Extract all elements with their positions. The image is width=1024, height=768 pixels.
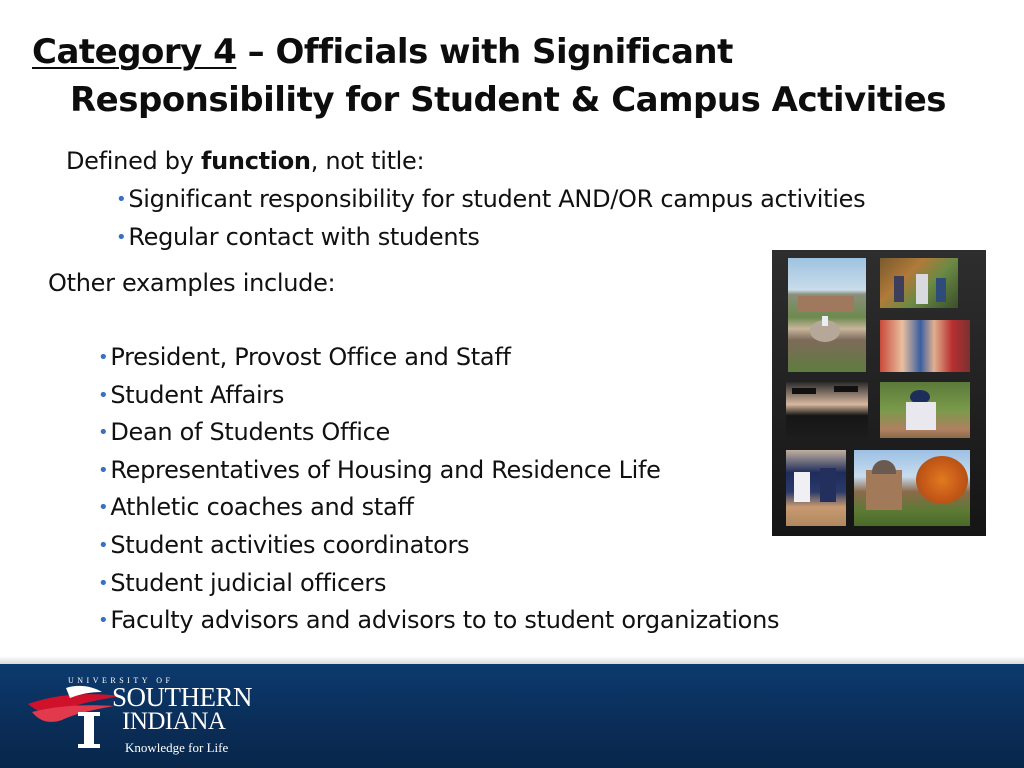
title-category: Category 4 xyxy=(32,32,237,72)
example-text: Faculty advisors and advisors to to student organizations xyxy=(110,606,780,635)
logo-tagline: Knowledge for Life xyxy=(125,740,229,755)
defined-suffix: , not title: xyxy=(310,147,425,175)
baseball-photo xyxy=(880,382,970,438)
defined-bold: function xyxy=(200,147,311,175)
example-text: Student judicial officers xyxy=(110,568,387,597)
bullet-icon: • xyxy=(116,189,127,210)
defined-by-line xyxy=(66,142,424,180)
campus-aerial-photo xyxy=(788,258,866,372)
bullet-icon: • xyxy=(98,534,109,556)
list-item xyxy=(98,601,779,639)
bullet-icon: • xyxy=(98,347,109,368)
graduation-photo xyxy=(786,382,868,438)
volleyball-photo xyxy=(786,450,846,526)
list-item xyxy=(116,180,865,218)
bullet-icon: • xyxy=(98,497,109,519)
fans-group-photo xyxy=(880,320,970,372)
other-examples-heading: Other examples include: xyxy=(48,269,336,297)
list-item xyxy=(98,376,779,414)
examples-list xyxy=(98,338,779,639)
criteria-list xyxy=(116,180,865,255)
list-item xyxy=(98,338,779,376)
criteria-text: Significant responsibility for student AND/OR campus activities xyxy=(128,185,866,213)
example-text: President, Provost Office and Staff xyxy=(110,343,511,371)
list-item xyxy=(98,526,779,564)
list-item xyxy=(98,488,779,526)
list-item xyxy=(98,451,779,489)
title-rest: – Officials with Significant xyxy=(236,32,733,72)
example-text: Athletic coaches and staff xyxy=(110,493,414,522)
list-item xyxy=(98,564,779,602)
example-text: Student Affairs xyxy=(110,380,285,409)
campus-photo-collage xyxy=(772,250,986,536)
title-line2: Responsibility for Student & Campus Activities xyxy=(70,80,947,120)
usi-logo xyxy=(26,674,266,762)
logo-southern: SOUTHERN xyxy=(112,682,253,712)
students-outdoors-photo xyxy=(880,258,958,308)
criteria-text: Regular contact with students xyxy=(128,222,480,251)
slide-title xyxy=(32,28,992,124)
example-text: Representatives of Housing and Residence Life xyxy=(110,455,661,484)
bullet-icon: • xyxy=(98,384,109,406)
list-item xyxy=(116,218,865,256)
bullet-icon: • xyxy=(98,610,109,632)
defined-prefix: Defined by xyxy=(66,147,201,175)
campus-building-photo xyxy=(854,450,970,526)
example-text: Student activities coordinators xyxy=(110,530,470,559)
bullet-icon: • xyxy=(98,459,109,481)
example-text: Dean of Students Office xyxy=(110,418,391,447)
logo-university-of: UNIVERSITY OF xyxy=(68,676,174,685)
logo-indiana: INDIANA xyxy=(122,708,226,735)
list-item xyxy=(98,413,779,451)
bullet-icon: • xyxy=(98,422,109,444)
bullet-icon: • xyxy=(116,226,127,248)
bullet-icon: • xyxy=(98,572,109,594)
